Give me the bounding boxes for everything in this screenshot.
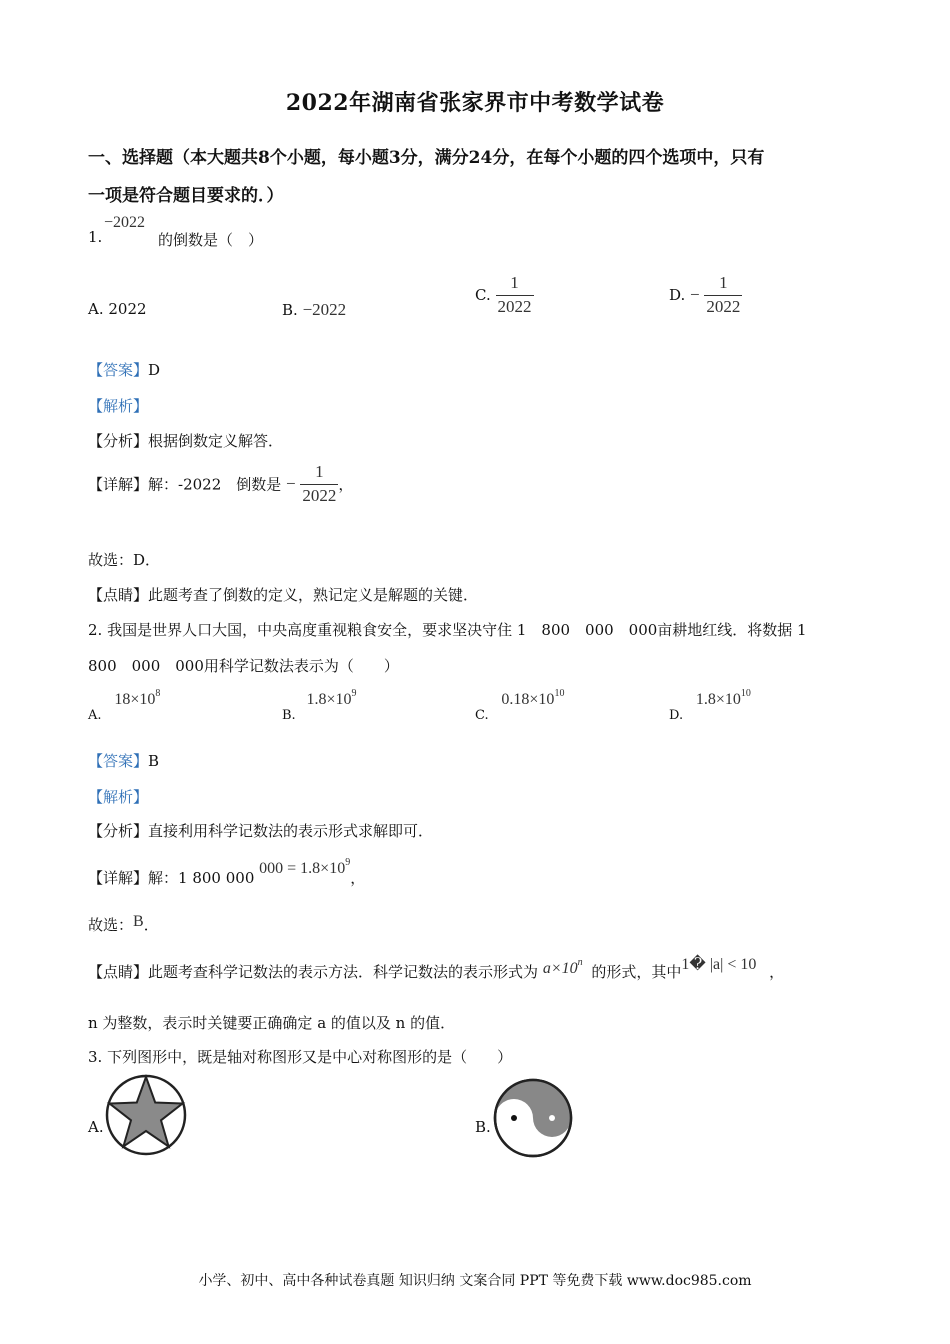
- option-label: B.: [282, 301, 298, 319]
- fraction-numerator: 1: [315, 462, 324, 481]
- q1-xiangjie: [88, 463, 353, 505]
- option-label: D.: [669, 708, 684, 723]
- fenxi-text: 直接利用科学记数法的表示形式求解即可．: [148, 822, 434, 840]
- q2-stem-line1: 2. 我国是世界人口大国，中央高度重视粮食安全，要求坚决守住 1 800 000 000亩耕地红线．将数据 1: [88, 621, 807, 639]
- punctuation: ，: [769, 963, 785, 981]
- q2-option-c: [475, 688, 565, 723]
- conclusion-prefix: 故选：: [88, 916, 134, 934]
- fraction-numerator: 1: [510, 273, 519, 292]
- q2-xiangjie: [88, 857, 366, 888]
- fraction: [704, 274, 742, 316]
- q2-option-d: [669, 688, 751, 723]
- xiangjie-tag: 【详解】: [88, 475, 149, 494]
- fenxi-tag: 【分析】: [88, 822, 149, 840]
- q2-dianjing-line2: n 为整数，表示时关键要正确确定 a 的值以及 n 的值．: [88, 1014, 456, 1032]
- q2-answer: [88, 750, 159, 771]
- q1-option-c: [475, 274, 534, 316]
- fraction-denominator: 2022: [706, 296, 741, 316]
- q2-dianjing: [88, 956, 785, 982]
- q1-expression: −2022: [104, 214, 146, 231]
- q3-option-b-label: B.: [475, 1118, 491, 1136]
- answer-value: D: [148, 361, 161, 379]
- q1-option-b: [282, 300, 346, 320]
- fraction: [496, 274, 534, 316]
- fraction-denominator: 2022: [302, 485, 337, 505]
- option-label: D.: [669, 286, 686, 305]
- section-heading-line2: 一项是符合题目要求的．）: [88, 186, 284, 206]
- q1-number: 1.: [88, 228, 103, 246]
- q2-analysis-tag: 【解析】: [88, 788, 149, 806]
- option-value: 1.8×10: [695, 691, 741, 708]
- xiangjie-text: 解：-2022 倒数是: [148, 475, 282, 494]
- option-value: 18×10: [114, 691, 156, 708]
- dianjing-tag: 【点睛】: [88, 963, 149, 981]
- dianjing-tag: 【点睛】: [88, 586, 149, 604]
- q3-stem: 3. 下列图形中，既是轴对称图形又是中心对称图形的是（ ）: [88, 1048, 513, 1066]
- q2-fenxi: [88, 820, 433, 841]
- answer-tag: 【答案】: [88, 361, 149, 379]
- xiangjie-text: 解：1 800 000: [148, 869, 255, 887]
- q2-option-b: [282, 688, 357, 723]
- option-label: A.: [88, 300, 104, 318]
- q2-conclusion: [88, 914, 159, 935]
- exponent: n: [577, 957, 583, 968]
- q2-stem-line2: 800 000 000用科学记数法表示为（ ）: [88, 657, 399, 675]
- answer-value: B: [148, 752, 160, 770]
- option-value: −2022: [302, 300, 347, 319]
- q1-dianjing: [88, 584, 478, 605]
- exponent: 9: [351, 688, 357, 699]
- exponent: 9: [345, 857, 351, 868]
- dianjing-text: 此题考查科学记数法的表示方法．科学记数法的表示形式为: [148, 963, 539, 981]
- xiangjie-tag: 【详解】: [88, 869, 149, 887]
- exponent: 10: [554, 688, 565, 699]
- q1-option-a: [88, 300, 147, 318]
- q1-answer: [88, 359, 160, 380]
- dianjing-formula: a×10: [542, 960, 578, 977]
- exponent: 10: [740, 688, 751, 699]
- dianjing-condition: 1� |a| < 10: [681, 956, 757, 973]
- punctuation: ，: [350, 869, 366, 887]
- q1-analysis-tag: 【解析】: [88, 397, 149, 415]
- option-label: C.: [475, 708, 489, 723]
- punctuation: ．: [143, 916, 159, 934]
- q1-fenxi: [88, 430, 283, 451]
- exponent: 8: [155, 688, 161, 699]
- q1-conclusion: 故选：D．: [88, 551, 161, 569]
- star-in-circle-figure: [104, 1073, 188, 1157]
- fraction-denominator: 2022: [497, 296, 532, 316]
- minus-sign: −: [286, 474, 296, 494]
- punctuation: ，: [338, 475, 354, 494]
- q3-option-a-label: A.: [88, 1118, 104, 1136]
- q1-stem: 的倒数是（ ）: [158, 231, 264, 249]
- dianjing-middle: 的形式，其中: [591, 963, 682, 981]
- option-value: 0.18×10: [501, 691, 555, 708]
- yin-yang-figure: [492, 1077, 574, 1159]
- option-value: 2022: [108, 300, 147, 318]
- option-label: B.: [282, 708, 296, 723]
- page-footer: 小学、初中、高中各种试卷真题 知识归纳 文案合同 PPT 等免费下载 www.doc985.com: [198, 1273, 752, 1289]
- conclusion-value: B: [133, 913, 144, 930]
- option-value: 1.8×10: [306, 691, 352, 708]
- fenxi-text: 根据倒数定义解答．: [148, 432, 284, 450]
- option-label: C.: [475, 286, 491, 305]
- fenxi-tag: 【分析】: [88, 432, 149, 450]
- page-title: 2022年湖南省张家界市中考数学试卷: [285, 90, 665, 116]
- minus-sign: −: [690, 285, 700, 305]
- equation: 000 = 1.8×10: [259, 860, 346, 877]
- section-heading-line1: 一、选择题（本大题共8个小题，每小题3分，满分24分，在每个小题的四个选项中，只有: [88, 148, 765, 168]
- answer-tag: 【答案】: [88, 752, 149, 770]
- fraction-numerator: 1: [719, 273, 728, 292]
- option-label: A.: [88, 708, 102, 723]
- q1-option-d: [669, 274, 742, 316]
- dianjing-text: 此题考查了倒数的定义，熟记定义是解题的关键．: [148, 586, 479, 604]
- q2-option-a: [88, 688, 161, 723]
- fraction: [300, 463, 338, 505]
